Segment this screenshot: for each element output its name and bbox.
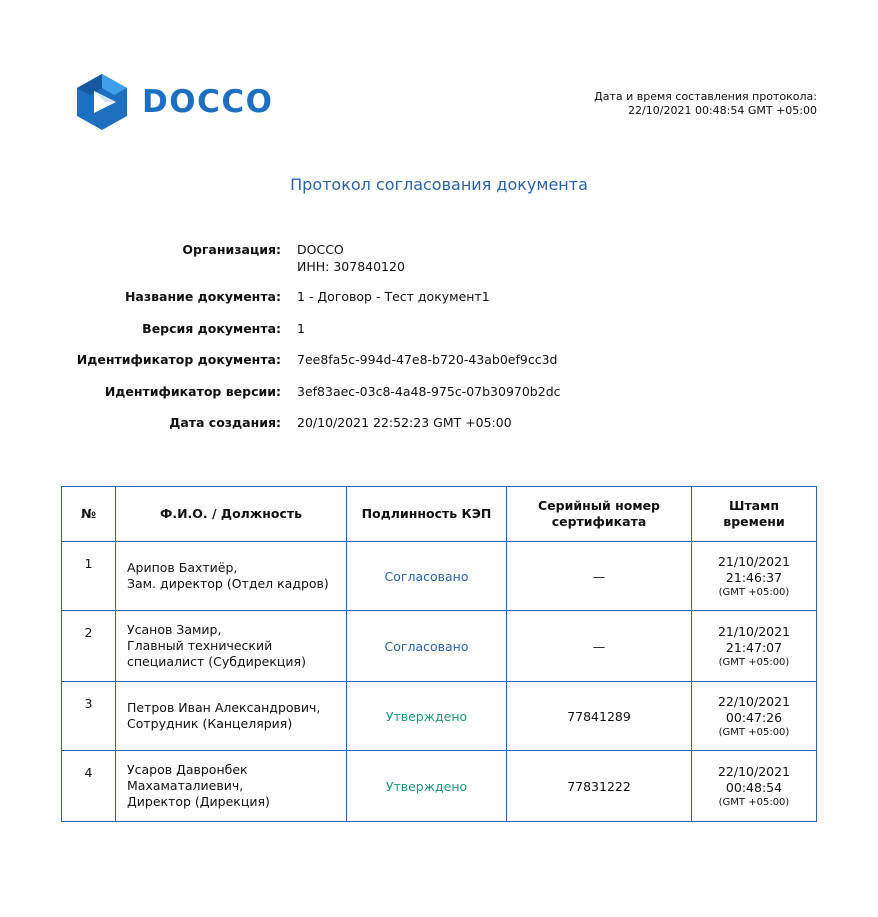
row-stamp xyxy=(692,751,817,822)
meta-organization-name: DOCCO xyxy=(297,242,344,257)
header-auth: Подлинность КЭП xyxy=(347,487,507,542)
meta-doc-version-label: Версия документа: xyxy=(142,321,281,336)
meta-version-id-label: Идентификатор версии: xyxy=(104,384,281,399)
header-num: № xyxy=(62,487,116,542)
stamp-tz: (GMT +05:00) xyxy=(718,796,790,808)
row-name xyxy=(116,751,347,822)
name-line: Петров Иван Александрович, xyxy=(127,700,321,715)
table-row xyxy=(62,682,817,751)
row-stamp xyxy=(692,682,817,751)
stamp-date: 21/10/2021 xyxy=(717,623,791,639)
row-cert: 77831222 xyxy=(507,751,692,822)
meta-doc-name-value: 1 - Договор - Тест документ1 xyxy=(297,289,490,304)
docco-logo-icon xyxy=(76,73,128,131)
docco-logo xyxy=(76,73,273,131)
header-stamp: Штамп времени xyxy=(692,487,817,542)
stamp-time: 21:46:37 xyxy=(725,569,783,585)
row-num: 4 xyxy=(62,751,116,822)
row-num: 2 xyxy=(62,611,116,682)
table-row xyxy=(62,542,817,611)
name-line: Усанов Замир, xyxy=(127,622,222,637)
meta-doc-id-value: 7ee8fa5c-994d-47e8-b720-43ab0ef9cc3d xyxy=(297,352,558,367)
brand-name: DOCCO xyxy=(142,84,274,120)
row-cert: 77841289 xyxy=(507,682,692,751)
stamp-date: 22/10/2021 xyxy=(717,763,791,779)
stamp-tz: (GMT +05:00) xyxy=(718,586,790,598)
row-num: 3 xyxy=(62,682,116,751)
stamp-time: 00:47:26 xyxy=(725,709,783,725)
stamp-time: 00:48:54 xyxy=(725,779,783,795)
page-title: Протокол согласования документа xyxy=(290,175,588,194)
protocol-date xyxy=(594,90,817,118)
name-line: Зам. директор (Отдел кадров) xyxy=(127,576,329,591)
row-status: Согласовано xyxy=(347,611,507,682)
name-line: Сотрудник (Канцелярия) xyxy=(127,716,293,731)
row-status: Утверждено xyxy=(347,751,507,822)
row-num: 1 xyxy=(62,542,116,611)
stamp-time: 21:47:07 xyxy=(725,639,783,655)
stamp-tz: (GMT +05:00) xyxy=(718,726,790,738)
meta-organization-label: Организация: xyxy=(182,242,281,257)
meta-doc-name-label: Название документа: xyxy=(124,289,281,304)
name-line: Директор (Дирекция) xyxy=(127,794,270,809)
protocol-date-value: 22/10/2021 00:48:54 GMT +05:00 xyxy=(628,104,817,117)
row-stamp xyxy=(692,542,817,611)
stamp-date: 21/10/2021 xyxy=(717,553,791,569)
table-row xyxy=(62,751,817,822)
name-line: Главный технический xyxy=(127,638,273,653)
meta-version-id-value: 3ef83aec-03c8-4a48-975c-07b30970b2dc xyxy=(297,384,561,399)
stamp-date: 22/10/2021 xyxy=(717,693,791,709)
table-header-row xyxy=(62,487,817,542)
row-cert: — xyxy=(507,542,692,611)
row-stamp xyxy=(692,611,817,682)
meta-organization-inn: ИНН: 307840120 xyxy=(297,259,405,274)
stamp-tz: (GMT +05:00) xyxy=(718,656,790,668)
header-name: Ф.И.О. / Должность xyxy=(116,487,347,542)
row-name xyxy=(116,542,347,611)
row-status: Утверждено xyxy=(347,682,507,751)
name-line: специалист (Субдирекция) xyxy=(127,654,306,669)
row-name xyxy=(116,682,347,751)
name-line: Арипов Бахтиёр, xyxy=(127,560,238,575)
name-line: Усаров Давронбек xyxy=(127,762,248,777)
meta-created-value: 20/10/2021 22:52:23 GMT +05:00 xyxy=(297,415,512,430)
row-cert: — xyxy=(507,611,692,682)
protocol-date-label: Дата и время составления протокола: xyxy=(594,90,817,103)
name-line: Махаматалиевич, xyxy=(127,778,244,793)
row-status: Согласовано xyxy=(347,542,507,611)
signatures-table xyxy=(61,486,817,822)
table-row xyxy=(62,611,817,682)
meta-doc-id-label: Идентификатор документа: xyxy=(76,352,281,367)
row-name xyxy=(116,611,347,682)
meta-doc-version-value: 1 xyxy=(297,321,305,336)
header-cert: Серийный номер сертификата xyxy=(507,487,692,542)
meta-created-label: Дата создания: xyxy=(169,415,281,430)
